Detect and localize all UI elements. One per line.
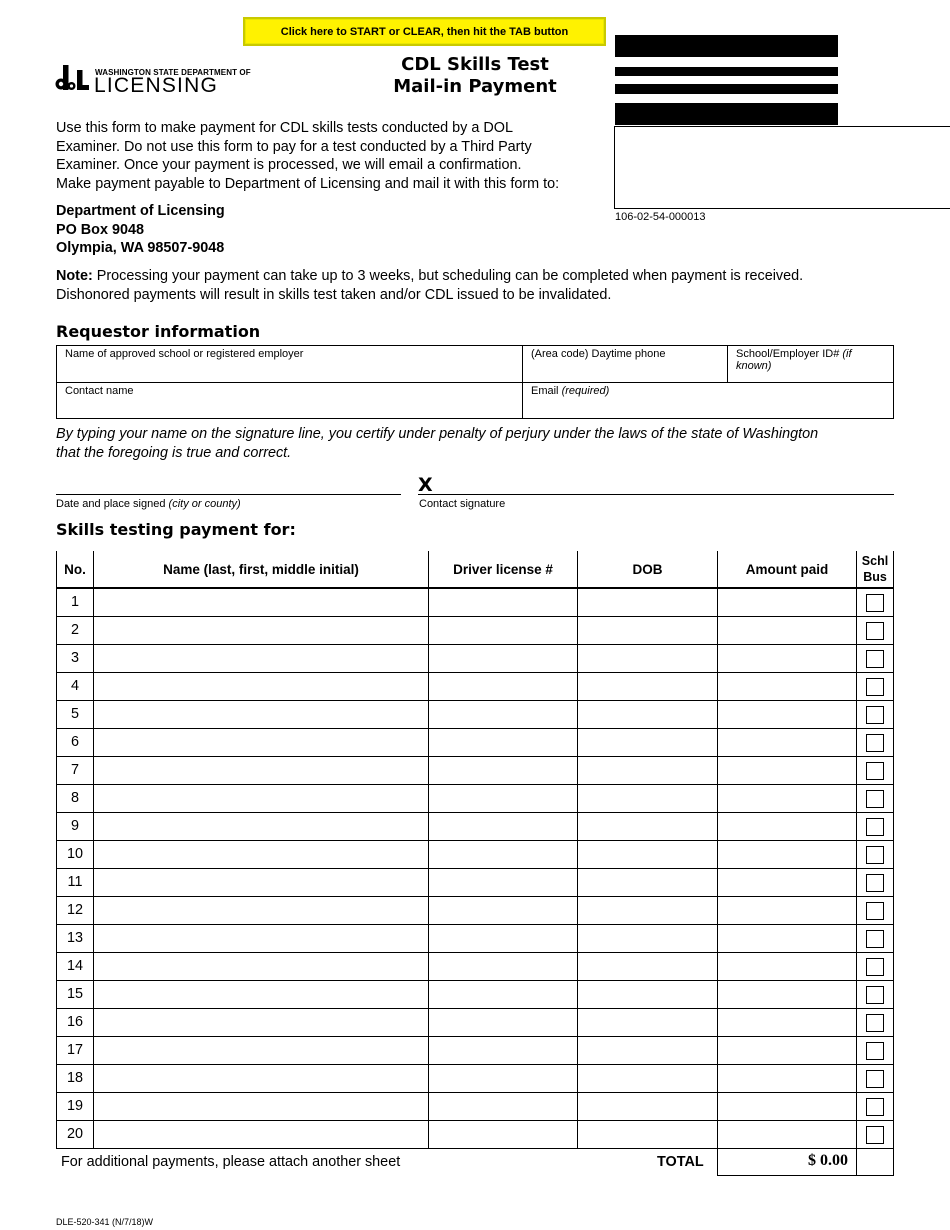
dob-field[interactable] (577, 757, 717, 785)
row-number: 6 (56, 729, 93, 757)
school-bus-cell (856, 1065, 894, 1093)
name-field[interactable] (93, 869, 428, 897)
name-field[interactable] (93, 1121, 428, 1149)
dob-field[interactable] (577, 589, 717, 617)
table-row (56, 617, 894, 645)
office-use-box (614, 126, 950, 209)
name-field[interactable] (93, 953, 428, 981)
address-line: PO Box 9048 (56, 221, 144, 238)
redaction-bar (615, 35, 838, 57)
date-label-text: Date and place signed (56, 498, 166, 510)
table-row (56, 813, 894, 841)
license-field[interactable] (428, 953, 577, 981)
license-field[interactable] (428, 813, 577, 841)
contact-name-label: Contact name (65, 385, 134, 397)
amount-field[interactable] (717, 981, 856, 1009)
table-row (56, 673, 894, 701)
school-bus-cell (856, 617, 894, 645)
amount-field[interactable] (717, 617, 856, 645)
address-line: Department of Licensing (56, 203, 225, 219)
license-field[interactable] (428, 841, 577, 869)
school-bus-cell (856, 869, 894, 897)
table-row (56, 785, 894, 813)
table-row (56, 757, 894, 785)
name-field[interactable] (93, 925, 428, 953)
dob-field[interactable] (577, 645, 717, 673)
amount-field[interactable] (717, 925, 856, 953)
school-bus-checkbox[interactable] (866, 846, 884, 864)
page-title: CDL Skills Test (401, 54, 549, 75)
dob-field[interactable] (577, 981, 717, 1009)
row-number: 10 (56, 841, 93, 869)
note-label: Note: (56, 268, 93, 284)
school-bus-checkbox[interactable] (866, 622, 884, 640)
school-bus-checkbox[interactable] (866, 930, 884, 948)
school-bus-checkbox[interactable] (866, 650, 884, 668)
amount-field[interactable] (717, 897, 856, 925)
school-bus-cell (856, 1009, 894, 1037)
form-code: DLE-520-341 (N/7/18)W (56, 1217, 154, 1227)
logo-small-text: WASHINGTON STATE DEPARTMENT OF (95, 68, 251, 77)
school-bus-checkbox[interactable] (866, 1098, 884, 1116)
school-bus-cell (856, 953, 894, 981)
school-bus-cell (856, 645, 894, 673)
school-bus-checkbox[interactable] (866, 706, 884, 724)
email-field[interactable] (523, 383, 894, 418)
column-header-amount: Amount paid (717, 551, 856, 589)
additional-payments-note: For additional payments, please attach another sheet (61, 1154, 401, 1170)
school-bus-cell (856, 589, 894, 617)
perjury-line: that the foregoing is true and correct. (56, 445, 292, 461)
dob-field[interactable] (577, 1093, 717, 1121)
school-id-hint: (if known) (736, 348, 852, 372)
logo-big-text: LICENSING (94, 74, 218, 97)
school-bus-checkbox[interactable] (866, 734, 884, 752)
school-bus-checkbox[interactable] (866, 594, 884, 612)
school-bus-cell (856, 897, 894, 925)
name-field[interactable] (93, 729, 428, 757)
school-bus-cell (856, 729, 894, 757)
dob-field[interactable] (577, 1009, 717, 1037)
license-field[interactable] (428, 869, 577, 897)
table-row (56, 729, 894, 757)
row-number: 7 (56, 757, 93, 785)
page-subtitle: Mail-in Payment (393, 76, 557, 97)
license-field[interactable] (428, 1093, 577, 1121)
table-row (56, 925, 894, 953)
dol-logo-icon (55, 62, 95, 96)
contact-signature-label: Contact signature (419, 498, 506, 510)
row-number: 9 (56, 813, 93, 841)
contact-signature-field[interactable] (418, 494, 894, 495)
dob-field[interactable] (577, 869, 717, 897)
license-field[interactable] (428, 1037, 577, 1065)
amount-field[interactable] (717, 701, 856, 729)
school-bus-checkbox[interactable] (866, 678, 884, 696)
school-name-label: Name of approved school or registered employer (65, 348, 304, 360)
table-row (56, 953, 894, 981)
license-field[interactable] (428, 1121, 577, 1149)
amount-field[interactable] (717, 589, 856, 617)
row-number: 18 (56, 1065, 93, 1093)
amount-field[interactable] (717, 1009, 856, 1037)
phone-field[interactable] (523, 346, 728, 383)
school-bus-checkbox[interactable] (866, 902, 884, 920)
dob-field[interactable] (577, 953, 717, 981)
date-place-label (56, 498, 241, 510)
school-bus-checkbox[interactable] (866, 874, 884, 892)
intro-line: Examiner. Once your payment is processed, we will email a confirmation. (56, 157, 522, 173)
amount-field[interactable] (717, 841, 856, 869)
school-name-field[interactable] (57, 346, 523, 383)
dob-field[interactable] (577, 1065, 717, 1093)
signature-x-mark: X (418, 474, 433, 496)
table-row (56, 1121, 894, 1149)
table-row (56, 1037, 894, 1065)
dob-field[interactable] (577, 785, 717, 813)
name-field[interactable] (93, 897, 428, 925)
row-number: 3 (56, 645, 93, 673)
amount-field[interactable] (717, 729, 856, 757)
row-number: 12 (56, 897, 93, 925)
table-row (56, 701, 894, 729)
table-row (56, 645, 894, 673)
requestor-table (56, 345, 894, 419)
name-field[interactable] (93, 1093, 428, 1121)
dob-field[interactable] (577, 729, 717, 757)
redaction-bar (615, 103, 838, 125)
school-bus-checkbox[interactable] (866, 986, 884, 1004)
row-number: 2 (56, 617, 93, 645)
dob-field[interactable] (577, 925, 717, 953)
intro-line: Use this form to make payment for CDL skills tests conducted by a DOL (56, 120, 513, 136)
name-field[interactable] (93, 617, 428, 645)
table-row (56, 981, 894, 1009)
email-label: Email (531, 385, 559, 397)
dob-field[interactable] (577, 897, 717, 925)
school-bus-cell (856, 841, 894, 869)
table-row (56, 1093, 894, 1121)
row-number: 17 (56, 1037, 93, 1065)
dob-field[interactable] (577, 701, 717, 729)
redaction-bar (615, 84, 838, 94)
date-label-hint: (city or county) (168, 498, 241, 510)
dob-field[interactable] (577, 1121, 717, 1149)
note-text: Processing your payment can take up to 3 weeks, but scheduling can be completed when payment is received. (96, 268, 804, 284)
name-field[interactable] (93, 645, 428, 673)
row-number: 5 (56, 701, 93, 729)
school-bus-checkbox[interactable] (866, 1070, 884, 1088)
dob-field[interactable] (577, 1037, 717, 1065)
school-bus-checkbox[interactable] (866, 818, 884, 836)
row-number: 11 (56, 869, 93, 897)
row-number: 20 (56, 1121, 93, 1149)
license-field[interactable] (428, 925, 577, 953)
table-row (56, 1065, 894, 1093)
date-place-field[interactable] (56, 494, 401, 495)
name-field[interactable] (93, 673, 428, 701)
column-header-license: Driver license # (428, 551, 577, 589)
license-field[interactable] (428, 1009, 577, 1037)
name-field[interactable] (93, 757, 428, 785)
license-field[interactable] (428, 617, 577, 645)
school-bus-cell (856, 673, 894, 701)
amount-field[interactable] (717, 813, 856, 841)
license-field[interactable] (428, 1065, 577, 1093)
perjury-line: By typing your name on the signature line, you certify under penalty of perjury under the laws of the state of Washington (56, 426, 819, 442)
amount-field[interactable] (717, 1121, 856, 1149)
email-hint: (required) (561, 385, 610, 397)
amount-field[interactable] (717, 673, 856, 701)
form-number: 106-02-54-000013 (615, 211, 706, 223)
name-field[interactable] (93, 813, 428, 841)
dob-field[interactable] (577, 841, 717, 869)
row-number: 15 (56, 981, 93, 1009)
school-bus-cell (856, 701, 894, 729)
row-number: 1 (56, 589, 93, 617)
note-line (56, 267, 803, 286)
license-field[interactable] (428, 645, 577, 673)
total-value: $ 0.00 (808, 1152, 848, 1169)
amount-field[interactable] (717, 757, 856, 785)
school-id-label: School/Employer ID# (736, 348, 840, 360)
note-line: Dishonored payments will result in skills test taken and/or CDL issued to be invalidated. (56, 287, 612, 303)
school-bus-cell (856, 1037, 894, 1065)
start-clear-button[interactable]: Click here to START or CLEAR, then hit the TAB button (243, 17, 606, 46)
school-bus-checkbox[interactable] (866, 762, 884, 780)
school-bus-header-line2: Bus (863, 570, 887, 584)
name-field[interactable] (93, 981, 428, 1009)
table-row (56, 897, 894, 925)
name-field[interactable] (93, 1009, 428, 1037)
column-header-school-bus (856, 551, 894, 589)
column-header-no: No. (56, 551, 93, 589)
table-row (56, 1009, 894, 1037)
license-field[interactable] (428, 785, 577, 813)
name-field[interactable] (93, 841, 428, 869)
school-bus-cell (856, 981, 894, 1009)
school-bus-cell (856, 1093, 894, 1121)
school-bus-cell (856, 757, 894, 785)
row-number: 8 (56, 785, 93, 813)
total-label: TOTAL (657, 1154, 704, 1170)
intro-line: Examiner. Do not use this form to pay for a test conducted by a Third Party (56, 138, 532, 155)
school-bus-header-line1: Schl (861, 554, 889, 568)
license-field[interactable] (428, 589, 577, 617)
row-number: 14 (56, 953, 93, 981)
table-row (56, 841, 894, 869)
address-line: Olympia, WA 98507-9048 (56, 240, 225, 256)
name-field[interactable] (93, 701, 428, 729)
license-field[interactable] (428, 701, 577, 729)
amount-field[interactable] (717, 869, 856, 897)
name-field[interactable] (93, 1065, 428, 1093)
school-id-field[interactable] (728, 346, 894, 383)
name-field[interactable] (93, 785, 428, 813)
redaction-bar (615, 67, 838, 76)
amount-field[interactable] (717, 1037, 856, 1065)
dob-field[interactable] (577, 673, 717, 701)
license-field[interactable] (428, 897, 577, 925)
row-number: 13 (56, 925, 93, 953)
column-header-name: Name (last, first, middle initial) (93, 551, 428, 589)
school-bus-checkbox[interactable] (866, 790, 884, 808)
amount-field[interactable] (717, 785, 856, 813)
license-field[interactable] (428, 673, 577, 701)
license-field[interactable] (428, 757, 577, 785)
dob-field[interactable] (577, 617, 717, 645)
school-bus-checkbox[interactable] (866, 958, 884, 976)
license-field[interactable] (428, 981, 577, 1009)
amount-field[interactable] (717, 953, 856, 981)
total-divider (856, 1147, 857, 1176)
phone-label: (Area code) Daytime phone (531, 348, 666, 360)
school-bus-checkbox[interactable] (866, 1126, 884, 1144)
dob-field[interactable] (577, 813, 717, 841)
row-number: 4 (56, 673, 93, 701)
payment-heading: Skills testing payment for: (56, 520, 296, 539)
school-bus-cell (856, 1121, 894, 1149)
contact-name-field[interactable] (57, 383, 523, 418)
intro-line: Make payment payable to Department of Licensing and mail it with this form to: (56, 175, 560, 192)
amount-field[interactable] (717, 1065, 856, 1093)
table-row (56, 589, 894, 617)
row-number: 16 (56, 1009, 93, 1037)
school-bus-checkbox[interactable] (866, 1014, 884, 1032)
requestor-heading: Requestor information (56, 322, 261, 341)
school-bus-cell (856, 813, 894, 841)
school-bus-cell (856, 925, 894, 953)
amount-field[interactable] (717, 1093, 856, 1121)
amount-field[interactable] (717, 645, 856, 673)
column-header-dob: DOB (577, 551, 717, 589)
school-bus-checkbox[interactable] (866, 1042, 884, 1060)
row-number: 19 (56, 1093, 93, 1121)
name-field[interactable] (93, 1037, 428, 1065)
school-bus-cell (856, 785, 894, 813)
name-field[interactable] (93, 589, 428, 617)
license-field[interactable] (428, 729, 577, 757)
table-row (56, 869, 894, 897)
